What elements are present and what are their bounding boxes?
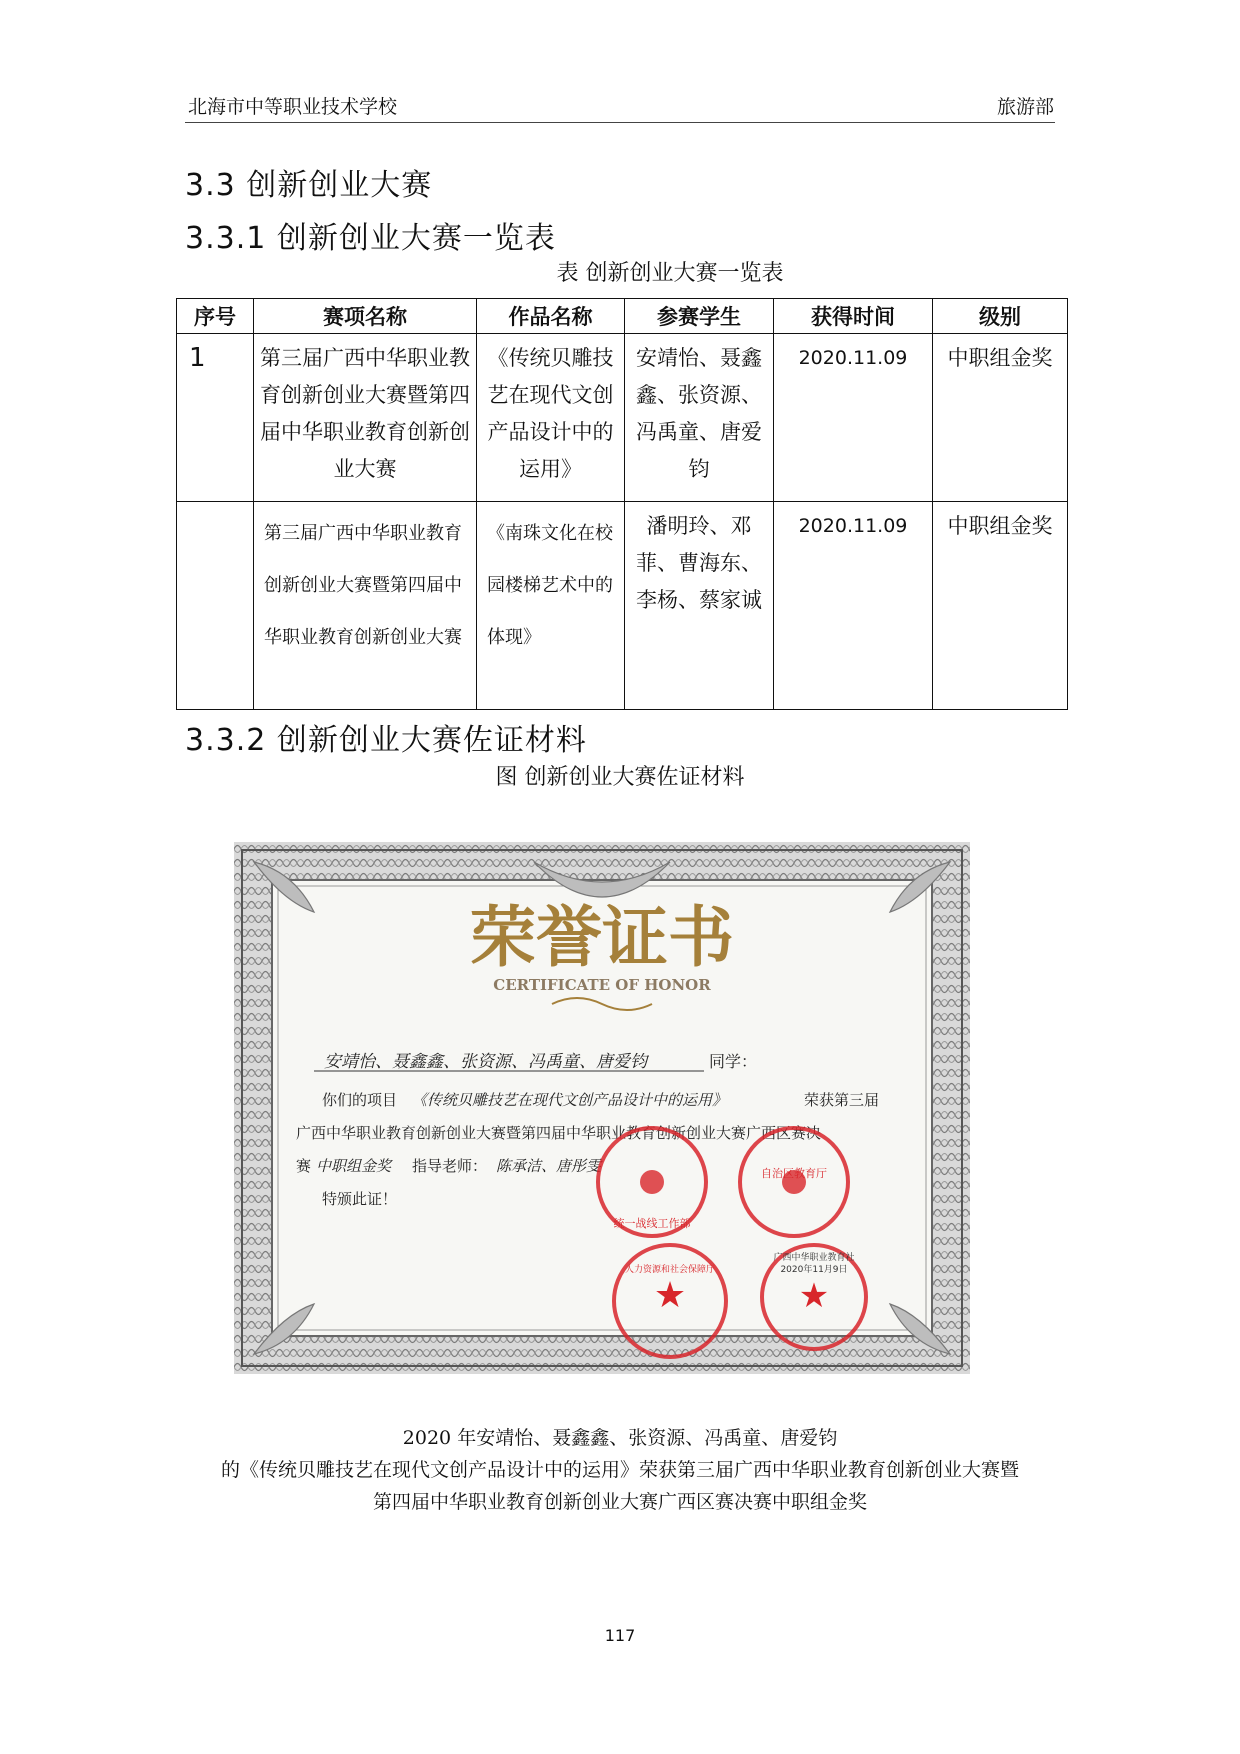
cell-date: 2020.11.09 [774, 334, 933, 502]
cell-level: 中职组金奖 [933, 334, 1068, 502]
figure-description-line: 的《传统贝雕技艺在现代文创产品设计中的运用》荣获第三届广西中华职业教育创新创业大赛暨 [220, 1459, 1019, 1481]
body-line-2: 广西中华职业教育创新创业大赛暨第四届中华职业教育创新创业大赛广西区赛决 [296, 1124, 822, 1142]
body-prefix: 你们的项目 [322, 1091, 398, 1109]
body-line-3: 赛 [296, 1157, 312, 1175]
award-level: 中职组金奖 [316, 1157, 392, 1175]
table-row [177, 502, 1068, 710]
figure-description-line: 2020 年安靖怡、聂鑫鑫、张资源、冯禹童、唐爱钧 [402, 1427, 838, 1449]
section-heading: 3.3 创新创业大赛 [185, 168, 433, 203]
certificate-title: 荣誉证书 [470, 898, 734, 976]
svg-text:★: ★ [653, 1275, 687, 1316]
figure-caption: 图 创新创业大赛佐证材料 [495, 765, 745, 790]
header-divider [185, 122, 1055, 123]
subsection-heading-evidence: 3.3.2 创新创业大赛佐证材料 [185, 723, 587, 758]
table-row [177, 334, 1068, 502]
figure-description-line: 第四届中华职业教育创新创业大赛广西区赛决赛中职组金奖 [372, 1491, 867, 1513]
cell-no [177, 502, 254, 710]
col-header-date: 获得时间 [774, 299, 933, 334]
cell-level: 中职组金奖 [933, 502, 1068, 710]
certificate-subtitle: CERTIFICATE OF HONOR [493, 976, 711, 994]
seal-text: 广西中华职业教育社 [773, 1253, 855, 1263]
teacher-label: 指导老师： [412, 1157, 488, 1175]
col-header-level: 级别 [933, 299, 1068, 334]
competition-table [176, 298, 1068, 710]
cell-students: 安靖怡、聂鑫鑫、张资源、冯禹童、唐爱钧 [625, 334, 774, 502]
cell-work: 《南珠文化在校园楼梯艺术中的体现》 [477, 502, 625, 710]
table-header-row [177, 299, 1068, 334]
page-number: 117 [604, 1626, 636, 1645]
col-header-work: 作品名称 [477, 299, 625, 334]
col-header-no: 序号 [177, 299, 254, 334]
cell-no: 1 [177, 334, 254, 502]
header-school: 北海市中等职业技术学校 [188, 96, 398, 118]
cell-students: 潘明玲、邓菲、曹海东、李杨、蔡家诚 [625, 502, 774, 710]
subsection-heading-table: 3.3.1 创新创业大赛一览表 [185, 221, 556, 256]
cell-event: 第三届广西中华职业教育创新创业大赛暨第四届中华职业教育创新创业大赛 [254, 502, 477, 710]
recipient-names: 安靖怡、聂鑫鑫、张资源、冯禹童、唐爱钧 [324, 1052, 647, 1072]
cell-date: 2020.11.09 [774, 502, 933, 710]
recipient-suffix: 同学： [709, 1052, 758, 1071]
cell-work: 《传统贝雕技艺在现代文创产品设计中的运用》 [477, 334, 625, 502]
seal-text: 自治区教育厅 [761, 1167, 827, 1180]
certificate-image [234, 842, 970, 1374]
table-caption: 表 创新创业大赛一览表 [556, 261, 784, 286]
seal-text: 人力资源和社会保障厅 [624, 1265, 716, 1275]
closing-text: 特颁此证！ [322, 1190, 398, 1208]
cell-event: 第三届广西中华职业教育创新创业大赛暨第四届中华职业教育创新创业大赛 [254, 334, 477, 502]
body-line-1: 荣获第三届 [804, 1091, 880, 1109]
col-header-event: 赛项名称 [254, 299, 477, 334]
project-title: 《传统贝雕技艺在现代文创产品设计中的运用》 [412, 1091, 728, 1109]
seal-text: 统一战线工作部 [613, 1217, 691, 1230]
col-header-students: 参赛学生 [625, 299, 774, 334]
seal-date: 2020年11月9日 [780, 1265, 848, 1275]
svg-text:★: ★ [798, 1276, 830, 1316]
teacher-names: 陈承洁、唐彤雯 [496, 1157, 602, 1175]
header-department: 旅游部 [996, 96, 1054, 118]
